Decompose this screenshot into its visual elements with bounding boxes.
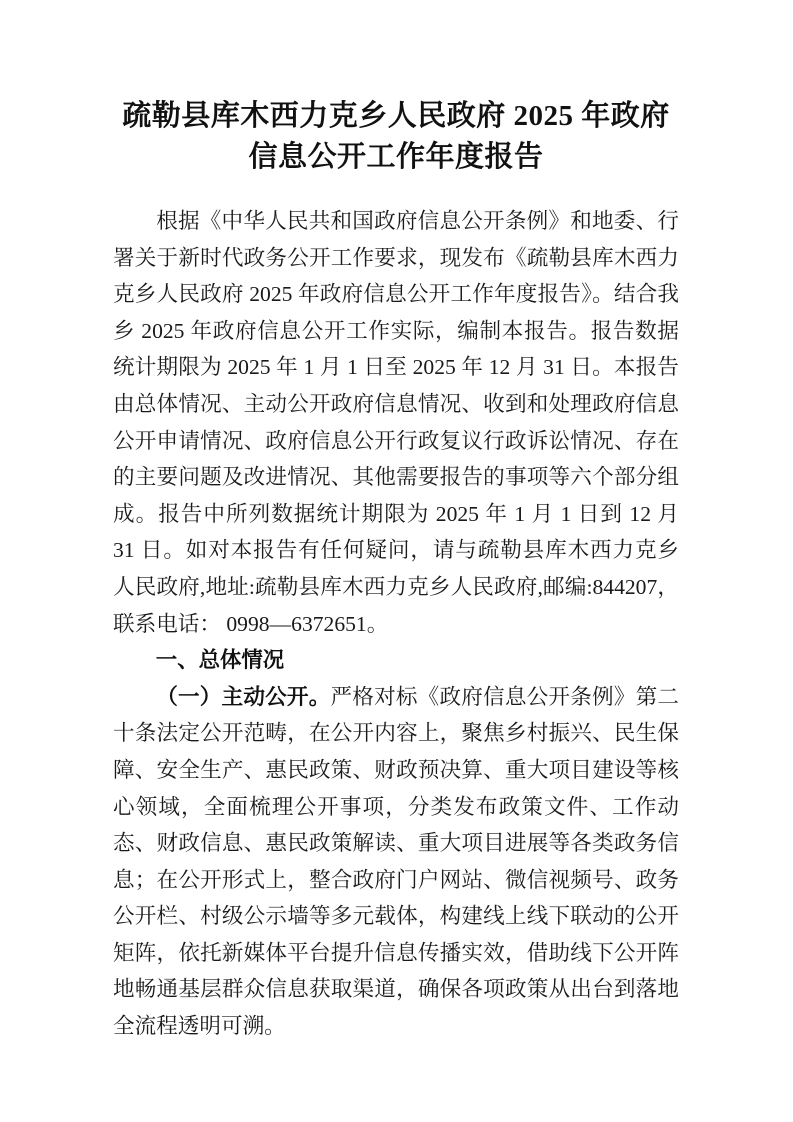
document-title [113,96,679,178]
active-disclosure-paragraph-text: 严格对标《政府信息公开条例》第二十条法定公开范畴，在公开内容上，聚焦乡村振兴、民生保障、安全生产、惠民政策、财政预决算、重大项目建设等核心领域，全面梳理公开事项，分类发布政策文件、工作动态、财政信息、惠民政策解读、重大项目进展等各类政务信息；在公开形式上，整合政府门户网站、微信视频号、政务公开栏、村级公示墙等多元载体，构建线上线下联动的公开矩阵，依托新媒体平台提升信息传播实效，借助线下公开阵地畅通基层群众信息获取渠道，确保各项政策从出台到落地全流程透明可溯。 [113,684,679,1039]
active-disclosure-paragraph-lead: （一）主动公开。 [156,684,331,709]
section-heading-overall-situation: 一、总体情况 [155,648,285,673]
document-title-line2: 信息公开工作年度报告 [248,141,544,173]
active-disclosure-paragraph [113,679,679,1045]
intro-paragraph: 根据《中华人民共和国政府信息公开条例》和地委、行署关于新时代政务公开工作要求，现发布《疏勒县库木西力克乡人民政府 2025 年政府信息公开工作年度报告》。结合我乡 2025 年政府信息公开工作实际，编制本报告。报告数据统计期限为 2025 年 1 月 1 日至 2025 年 12 月 31 日。本报告由总体情况、主动公开政府信息情况、收到和处理政府信息公开申请情况、政府信息公开行政复议行政诉讼情况、存在的主要问题及改进情况、其他需要报告的事项等六个部分组成。报告中所列数据统计期限为 2025 年 1 月 1 日到 12 月 31 日。如对本报告有任何疑问，请与疏勒县库木西力克乡人民政府,地址:疏勒县库木西力克乡人民政府,邮编:844207，联系电话： 0998—6372651。 [113,209,679,636]
document-title-line1: 疏勒县库木西力克乡人民政府 2025 年政府 [122,100,670,132]
